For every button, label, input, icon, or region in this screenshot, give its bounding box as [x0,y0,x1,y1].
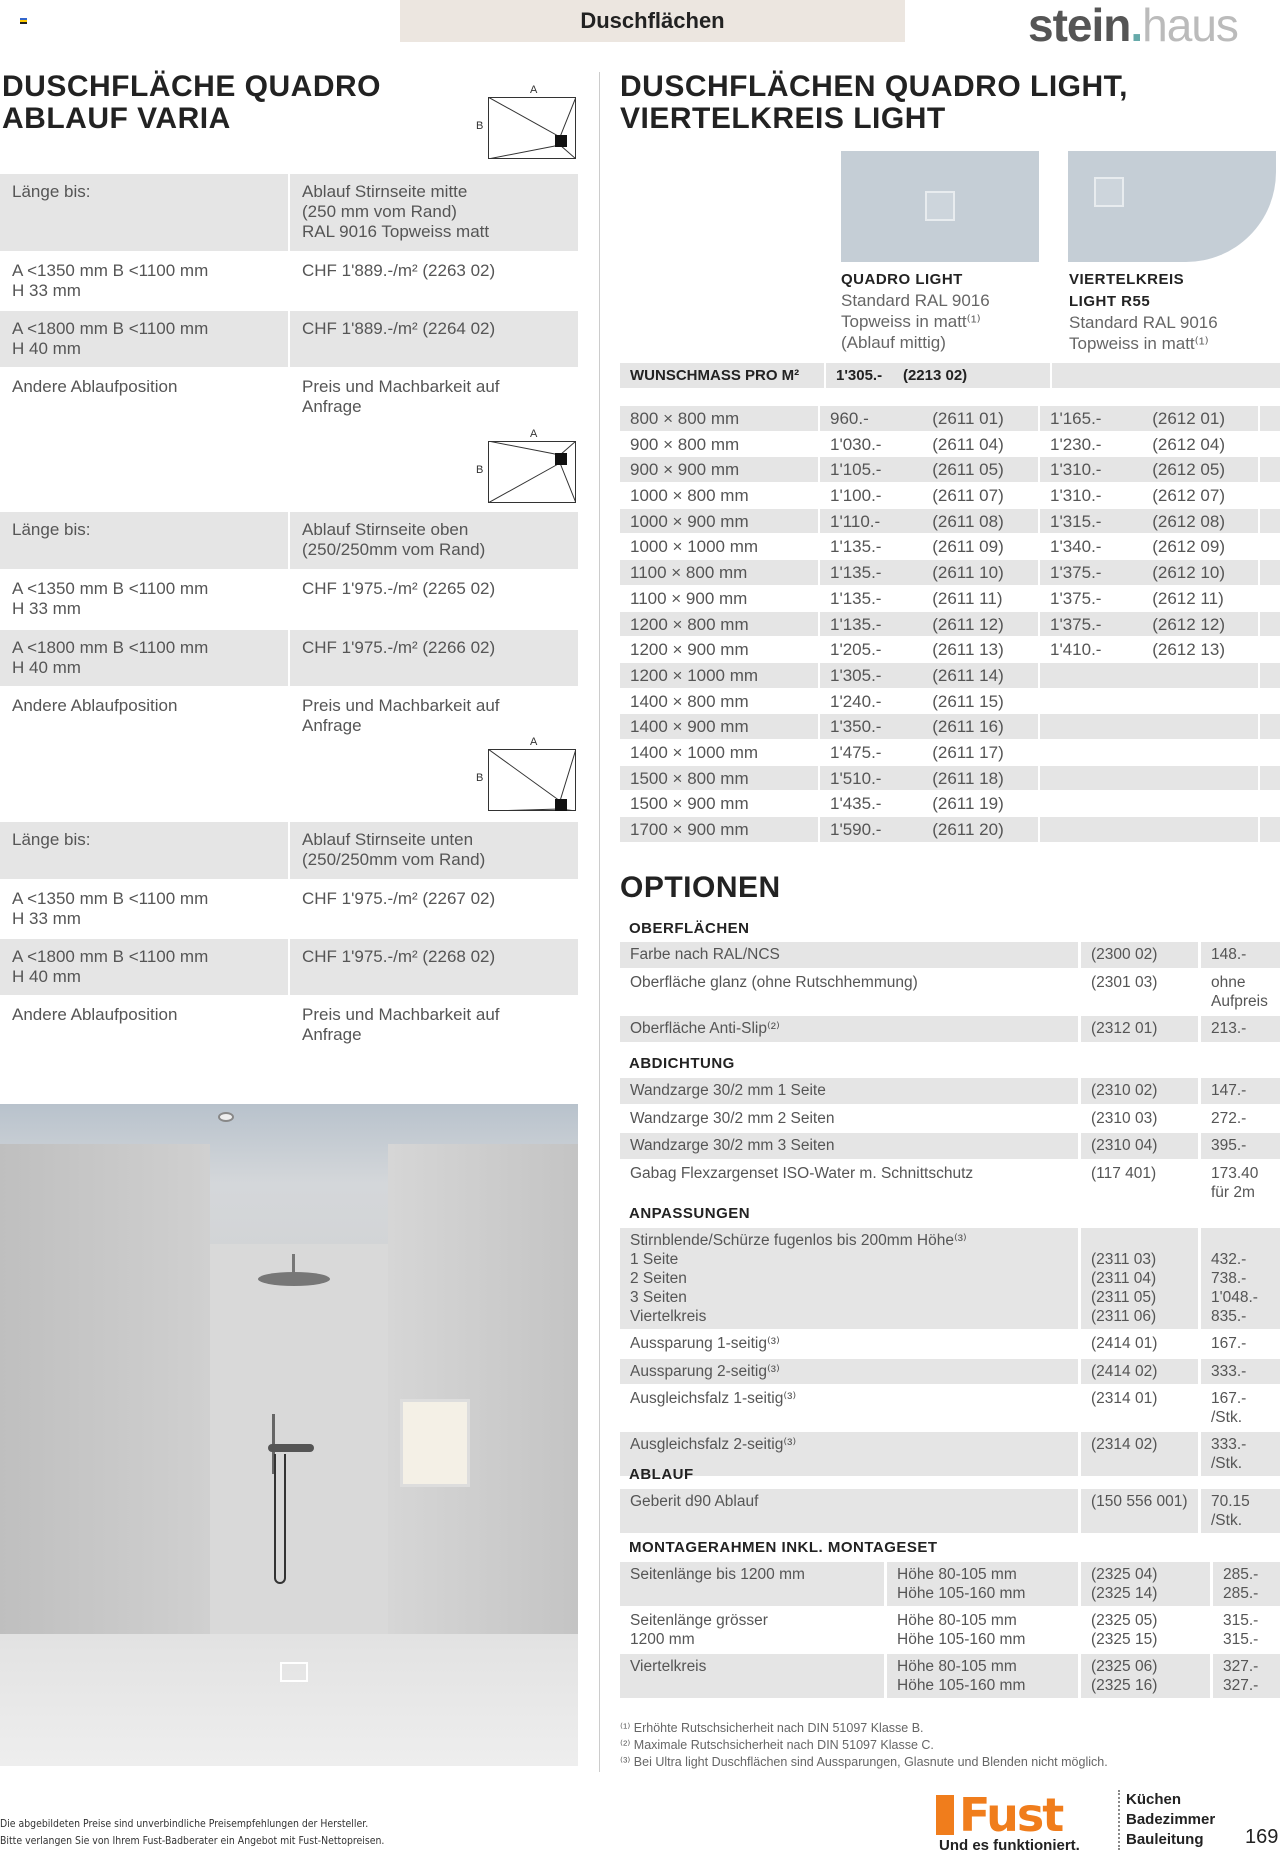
options-title: OPTIONEN [620,871,781,904]
label-cell: Wandzarge 30/2 mm 2 Seiten [620,1106,1081,1132]
label-cell: Ausgleichsfalz 2-seitig⁽³⁾ [620,1432,1081,1476]
filler [1260,406,1280,431]
price-cell: 70.15 /Stk. [1211,1493,1250,1529]
viertelkreis-price-cell: 1'230.- [1050,434,1102,454]
quadro-light-caption: QUADRO LIGHT Standard RAL 9016 Topweiss in matt⁽¹⁾ (Ablauf mittig) [841,271,990,352]
quadro-price-cell: 1'135.- [830,614,882,634]
price-cell: 432.- 738.- 1'048.- 835.- [1211,1251,1258,1325]
code-cell: (2325 05) (2325 15) [1081,1608,1213,1652]
abdichtung-heading: ABDICHTUNG [629,1055,735,1072]
table-cell: CHF 1'889.-/m² (2263 02) [302,261,496,280]
quadro-price-cell: 1'135.- [830,563,882,583]
table-cell: A <1350 mm B <1100 mm H 33 mm [0,571,290,628]
filler [1260,509,1280,534]
size-cell: 1200 × 900 mm [620,637,820,662]
drain-diagram [478,736,578,814]
quadro-light-image [841,151,1039,262]
price-cell: 148.- [1211,946,1247,963]
viertelkreis-price-cell: 1'375.- [1050,563,1102,583]
price-cell: ohne Aufpreis [1211,974,1268,1010]
viertelkreis-code-cell [1142,817,1260,842]
page-number: 169 [1245,1826,1279,1848]
option-row [620,1489,1280,1535]
footnotes: ⁽¹⁾ Erhöhte Rutschsicherheit nach DIN 51097 Klasse B. ⁽²⁾ Maximale Rutschsicherheit nach DIN 51097 Klasse C. ⁽³⁾ Bei Ultra light Duschflächen sind Aussparungen, Glasnute und Blenden nicht möglich. [620,1721,1108,1769]
column-divider [599,72,600,1772]
option-row [620,1016,1280,1044]
quadro-code-cell: (2611 07) [922,483,1040,508]
filler [1260,637,1280,662]
oberflaechen-table [620,942,1280,1044]
viertelkreis-price-cell [1040,663,1142,688]
quadro-price-cell: 960.- [830,409,869,428]
viertelkreis-price-cell: 1'310.- [1050,460,1102,480]
price-cell: 272.- [1211,1109,1247,1127]
code-cell: (2414 01) [1081,1331,1201,1357]
option-row [620,1161,1280,1207]
filler [1260,663,1280,688]
table-cell: A <1350 mm B <1100 mm H 33 mm [0,253,290,309]
price-disclaimer: Die abgebildeten Preise sind unverbindliche Preisempfehlungen der Hersteller. Bitte verlangen Sie von Ihrem Fust-Badberater ein Angebot mit Fust-Nettopreisen. [0,1817,385,1847]
table-row [0,939,578,997]
table-row [0,881,578,939]
table-cell: CHF 1'975.-/m² (2266 02) [302,638,496,657]
option-row [620,1608,1280,1654]
size-cell: 900 × 900 mm [620,457,820,482]
quadro-code-cell: (2611 10) [922,560,1040,585]
size-cell: 1200 × 800 mm [620,612,820,637]
size-cell: 1000 × 900 mm [620,509,820,534]
price-cell: 395.- [1211,1137,1247,1154]
quadro-price-cell: 1'205.- [830,640,882,660]
quadro-code-cell: (2611 12) [922,612,1040,637]
viertelkreis-code-cell [1142,663,1260,688]
table-cell: Preis und Machbarkeit auf Anfrage [302,696,500,735]
option-row [620,1331,1280,1359]
viertelkreis-code-cell: (2612 12) [1142,612,1260,637]
filler [1260,766,1280,791]
table-cell: Andere Ablaufposition [0,369,290,425]
filler [1260,689,1280,714]
label-cell: Viertelkreis [620,1654,887,1698]
table-cell: A <1800 mm B <1100 mm H 40 mm [0,311,290,367]
table-cell: CHF 1'975.-/m² (2265 02) [302,579,496,598]
drain-diagram [478,84,578,162]
table-cell: A <1350 mm B <1100 mm H 33 mm [0,881,290,937]
quadro-code-cell: (2611 11) [922,586,1040,611]
drain-diagram [478,428,578,506]
quadro-price-cell: 1'105.- [830,460,882,480]
table-cell: Länge bis: [0,174,290,251]
label-cell: Geberit d90 Ablauf [620,1489,1081,1533]
table-cell: Länge bis: [0,822,290,879]
code-cell: (117 401) [1081,1161,1201,1205]
quadro-code-cell: (2611 15) [922,689,1040,714]
option-row [620,1562,1280,1608]
size-row [620,714,1280,740]
steinhaus-logo: stein.haus [1028,0,1238,51]
code-cell: (2310 02) [1081,1078,1201,1104]
label-cell: Ausgleichsfalz 1-seitig⁽³⁾ [620,1386,1081,1430]
table-row [0,253,578,311]
drain-price-table [0,174,578,427]
quadro-code-cell: (2611 20) [922,817,1040,842]
viertelkreis-code-cell: (2612 13) [1142,637,1260,662]
section-tab: Duschflächen [400,0,905,42]
label-cell: Seitenlänge grösser 1200 mm [620,1608,887,1652]
detail-cell: Höhe 80-105 mm Höhe 105-160 mm [887,1608,1081,1652]
option-row [620,1106,1280,1134]
size-cell: 900 × 800 mm [620,432,820,457]
table-row [0,174,578,253]
size-cell: 1000 × 1000 mm [620,534,820,559]
viertelkreis-light-caption: VIERTELKREIS LIGHT R55 Standard RAL 9016 Topweiss in matt⁽¹⁾ [1069,271,1218,353]
table-cell: Ablauf Stirnseite oben (250/250mm vom Rand) [302,520,486,559]
fust-logo: Fust Und es funktioniert. [939,1793,1114,1854]
size-cell: 1500 × 900 mm [620,791,820,816]
label-cell: Aussparung 1-seitig⁽³⁾ [620,1331,1081,1357]
viertelkreis-code-cell: (2612 05) [1142,457,1260,482]
filler [1260,483,1280,508]
table-cell: Ablauf Stirnseite mitte (250 mm vom Rand) RAL 9016 Topweiss matt [302,182,490,241]
table-cell: Andere Ablaufposition [0,997,290,1053]
size-cell: 800 × 800 mm [620,406,820,431]
right-title: DUSCHFLÄCHEN QUADRO LIGHT, VIERTELKREIS LIGHT [620,70,1128,135]
quadro-code-cell: (2611 08) [922,509,1040,534]
table-row [0,630,578,688]
code-cell: (2310 04) [1081,1133,1201,1159]
viertelkreis-light-image [1068,151,1276,262]
table-cell: Preis und Machbarkeit auf Anfrage [302,377,500,416]
price-cell: 327.- 327.- [1223,1658,1259,1694]
label-cell: Oberfläche Anti-Slip⁽²⁾ [620,1016,1081,1042]
quadro-price-cell: 1'435.- [830,794,882,814]
size-row [620,586,1280,612]
size-cell: 1100 × 900 mm [620,586,820,611]
quadro-price-cell: 1'135.- [830,537,882,557]
size-row [620,791,1280,817]
option-row [620,1432,1280,1478]
code-cell: (2311 03) (2311 04) (2311 05) (2311 06) [1081,1228,1201,1329]
quadro-price-cell: 1'135.- [830,588,882,608]
viertelkreis-price-cell: 1'375.- [1050,588,1102,608]
size-cell: 1700 × 900 mm [620,817,820,842]
viertelkreis-price-cell [1040,817,1142,842]
left-title: DUSCHFLÄCHE QUADRO ABLAUF VARIA [2,70,381,135]
size-row [620,457,1280,483]
viertelkreis-price-cell: 1'375.- [1050,614,1102,634]
table-cell: A <1800 mm B <1100 mm H 40 mm [0,939,290,995]
diagram-label-a: A [530,428,538,440]
option-row [620,942,1280,970]
quadro-code-cell: (2611 05) [922,457,1040,482]
price-cell: 333.- /Stk. [1211,1436,1247,1472]
table-row [0,369,578,427]
viertelkreis-code-cell: (2612 04) [1142,432,1260,457]
table-row [0,512,578,571]
price-cell: 147.- [1211,1082,1247,1099]
table-cell: Andere Ablaufposition [0,688,290,744]
quadro-price-cell: 1'100.- [830,486,882,506]
viertelkreis-code-cell: (2612 07) [1142,483,1260,508]
viertelkreis-price-cell [1040,714,1142,739]
diagram-label-b: B [476,464,484,476]
filler [1260,432,1280,457]
viertelkreis-code-cell [1142,740,1260,765]
ablauf-heading: ABLAUF [629,1466,694,1483]
quadro-price-cell: 1'590.- [830,820,882,839]
diagram-label-b: B [476,772,484,784]
viertelkreis-price-cell [1040,689,1142,714]
table-row [0,997,578,1055]
diagram-label-b: B [476,120,484,132]
filler [1260,534,1280,559]
quadro-code-cell: (2611 19) [922,791,1040,816]
size-row [620,406,1280,432]
diagram-label-a: A [530,84,538,96]
table-cell: Preis und Machbarkeit auf Anfrage [302,1005,500,1044]
option-row [620,1386,1280,1432]
size-cell: 1500 × 800 mm [620,766,820,791]
option-row [620,1654,1280,1700]
filler [1260,714,1280,739]
drain-price-table [0,822,578,1055]
drain-price-table [0,512,578,746]
viertelkreis-code-cell: (2612 11) [1142,586,1260,611]
color-marker [20,18,27,24]
quadro-code-cell: (2611 17) [922,740,1040,765]
price-cell: 167.- [1211,1335,1247,1352]
filler [1260,791,1280,816]
anpassungen-table [620,1228,1280,1478]
filler [1260,740,1280,765]
label-cell: Wandzarge 30/2 mm 1 Seite [620,1078,1081,1104]
quadro-code-cell: (2611 16) [922,714,1040,739]
table-row [0,571,578,630]
detail-cell: Höhe 80-105 mm Höhe 105-160 mm [887,1562,1081,1606]
price-cell: 167.- /Stk. [1211,1390,1247,1426]
viertelkreis-code-cell [1142,766,1260,791]
price-cell: 315.- 315.- [1223,1612,1259,1648]
size-row [620,432,1280,458]
viertelkreis-code-cell: (2612 09) [1142,534,1260,559]
code-cell: (2312 01) [1081,1016,1201,1042]
viertelkreis-price-cell [1040,791,1142,816]
shower-photo [0,1104,578,1766]
quadro-price-cell: 1'110.- [830,511,881,531]
filler [1260,560,1280,585]
filler [1260,612,1280,637]
quadro-price-cell: 1'030.- [830,434,882,454]
price-cell: 333.- [1211,1362,1247,1380]
table-cell: CHF 1'975.-/m² (2267 02) [302,889,496,908]
size-cell: 1200 × 1000 mm [620,663,820,688]
quadro-code-cell: (2611 01) [922,406,1040,431]
table-cell: Länge bis: [0,512,290,569]
code-cell: (2325 04) (2325 14) [1081,1562,1213,1606]
size-cell: 1400 × 800 mm [620,689,820,714]
size-row [620,612,1280,638]
filler [1260,817,1280,842]
viertelkreis-code-cell [1142,791,1260,816]
filler [1260,586,1280,611]
quadro-price-cell: 1'475.- [830,742,882,762]
size-row [620,534,1280,560]
label-cell: Wandzarge 30/2 mm 3 Seiten [620,1133,1081,1159]
label-cell: Seitenlänge bis 1200 mm [620,1562,887,1606]
size-row [620,509,1280,535]
oberflaechen-heading: OBERFLÄCHEN [629,920,750,937]
detail-cell: Höhe 80-105 mm Höhe 105-160 mm [887,1654,1081,1698]
wunschmass-row: WUNSCHMASS PRO M² 1'305.- (2213 02) [620,363,1280,389]
quadro-price-cell: 1'350.- [830,717,882,737]
option-row [620,1359,1280,1387]
montagerahmen-table [620,1562,1280,1700]
code-cell: (150 556 001) [1081,1489,1201,1533]
anpassungen-heading: ANPASSUNGEN [629,1205,751,1222]
quadro-price-cell: 1'305.- [830,665,882,685]
quadro-code-cell: (2611 14) [922,663,1040,688]
ablauf-table [620,1489,1280,1535]
size-price-table [620,406,1280,843]
size-row [620,740,1280,766]
size-cell: 1400 × 1000 mm [620,740,820,765]
viertelkreis-price-cell: 1'410.- [1050,640,1102,660]
quadro-price-cell: 1'240.- [830,691,882,711]
viertelkreis-price-cell: 1'165.- [1050,409,1102,428]
code-cell: (2414 02) [1081,1359,1201,1385]
viertelkreis-code-cell: (2612 01) [1142,406,1260,431]
label-cell: Aussparung 2-seitig⁽³⁾ [620,1359,1081,1385]
size-row [620,766,1280,792]
code-cell: (2325 06) (2325 16) [1081,1654,1213,1698]
abdichtung-table [620,1078,1280,1207]
option-row [620,1078,1280,1106]
viertelkreis-price-cell [1040,740,1142,765]
viertelkreis-code-cell [1142,689,1260,714]
table-cell: CHF 1'975.-/m² (2268 02) [302,947,496,966]
table-row [0,311,578,369]
size-row [620,560,1280,586]
code-cell: (2301 03) [1081,970,1201,1014]
table-cell: A <1800 mm B <1100 mm H 40 mm [0,630,290,686]
viertelkreis-code-cell: (2612 08) [1142,509,1260,534]
table-cell: CHF 1'889.-/m² (2264 02) [302,319,496,338]
diagram-label-a: A [530,736,538,748]
code-cell: (2314 01) [1081,1386,1201,1430]
label-cell: Farbe nach RAL/NCS [620,942,1081,968]
size-row [620,689,1280,715]
code-cell: (2310 03) [1081,1106,1201,1132]
label-cell: Gabag Flexzargenset ISO-Water m. Schnittschutz [620,1161,1081,1205]
label-cell: Stirnblende/Schürze fugenlos bis 200mm Höhe⁽³⁾ 1 Seite 2 Seiten 3 Seiten Viertelkreis [620,1228,1081,1329]
viertelkreis-code-cell: (2612 10) [1142,560,1260,585]
label-cell: Oberfläche glanz (ohne Rutschhemmung) [620,970,1081,1014]
price-cell: 213.- [1211,1020,1247,1037]
fust-services: Küchen Badezimmer Bauleitung [1118,1790,1215,1850]
table-row [0,822,578,881]
size-row [620,663,1280,689]
viertelkreis-code-cell [1142,714,1260,739]
size-cell: 1000 × 800 mm [620,483,820,508]
viertelkreis-price-cell: 1'310.- [1050,486,1102,506]
montagerahmen-heading: MONTAGERAHMEN INKL. MONTAGESET [629,1539,938,1556]
filler [1260,457,1280,482]
option-row [620,970,1280,1016]
quadro-code-cell: (2611 13) [922,637,1040,662]
code-cell: (2314 02) [1081,1432,1201,1476]
quadro-price-cell: 1'510.- [830,768,882,788]
size-cell: 1400 × 900 mm [620,714,820,739]
size-row [620,637,1280,663]
size-row [620,817,1280,843]
viertelkreis-price-cell: 1'340.- [1050,537,1102,557]
size-row [620,483,1280,509]
viertelkreis-price-cell [1040,766,1142,791]
code-cell: (2300 02) [1081,942,1201,968]
option-row [620,1228,1280,1331]
quadro-code-cell: (2611 04) [922,432,1040,457]
quadro-code-cell: (2611 18) [922,766,1040,791]
size-cell: 1100 × 800 mm [620,560,820,585]
viertelkreis-price-cell: 1'315.- [1050,511,1102,531]
quadro-code-cell: (2611 09) [922,534,1040,559]
price-cell: 285.- 285.- [1223,1566,1259,1602]
option-row [620,1133,1280,1161]
price-cell: 173.40 für 2m [1211,1164,1259,1201]
table-cell: Ablauf Stirnseite unten (250/250mm vom Rand) [302,830,486,869]
